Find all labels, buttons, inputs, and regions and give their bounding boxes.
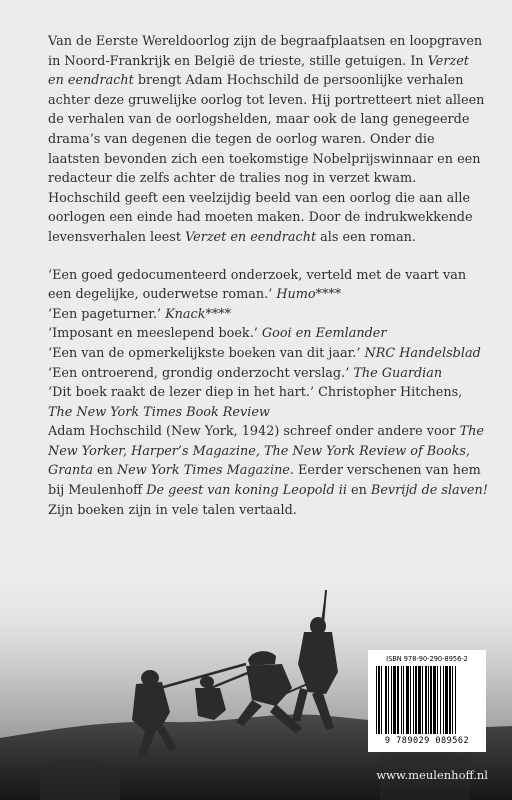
barcode-bar [406, 666, 409, 734]
barcode-bar [388, 666, 389, 734]
barcode-bar [403, 666, 404, 734]
publisher-website: www.meulenhoff.nl [376, 768, 488, 782]
review-quotes [48, 266, 488, 423]
review-quote: ‘Dit boek raakt de lezer diep in het hart.’ Christopher Hitchens, The New York Times Book Review [48, 385, 463, 420]
book-title: Verzet en eendracht [48, 53, 469, 89]
barcode-bar [437, 666, 438, 734]
review-quote: ‘Een van de opmerkelijkste boeken van dit jaar.’ NRC Handelsblad [48, 345, 481, 361]
barcode-bar [449, 666, 451, 734]
barcode-bar [455, 666, 456, 734]
barcode-bar [430, 666, 432, 734]
author-bio: Adam Hochschild (New York, 1942) schreef onder andere voor The New Yorker, Harper’s Magazine, The New York Review of Books, Granta en New York Times Magazine. Eerder verschenen van hem bij Meulenhoff De geest van koning Leopold ii en Bevrijd de slaven! Zijn boeken zijn in vele talen vertaald. [48, 424, 488, 518]
quote-source: NRC Handelsblad [364, 345, 481, 361]
barcode-bar [381, 666, 382, 734]
barcode-bar [401, 666, 402, 734]
barcode-bar [376, 666, 377, 734]
book-title: Verzet en eendracht [185, 229, 317, 245]
barcode-bar [422, 666, 423, 734]
quote-source: The Guardian [353, 365, 443, 381]
isbn-text: ISBN 978-90-290-8956-2 [386, 655, 468, 663]
barcode-bar [378, 666, 380, 734]
barcode-number: 9 789029 089562 [384, 736, 470, 746]
barcode-bar [385, 666, 387, 734]
barcode-bar [413, 666, 414, 734]
barcode-bar [452, 666, 453, 734]
review-quote: ‘Een goed gedocumenteerd onderzoek, verteld met de vaart van een degelijke, ouderwetse roman.’ Humo**** [48, 267, 467, 303]
barcode-bar [440, 666, 441, 734]
barcode-bar [425, 666, 427, 734]
barcode-bar [391, 666, 392, 734]
barcode-bar [410, 666, 411, 734]
cover-copy [48, 32, 488, 520]
barcode-bar [393, 666, 396, 734]
quote-source: Humo**** [276, 287, 342, 303]
barcode-bar [397, 666, 399, 734]
blurb-paragraph-1: Van de Eerste Wereldoorlog zijn de begraafplaatsen en loopgraven in Noord-Frankrijk en België de trieste, stille getuigen. In Verzet en eendracht brengt Adam Hochschild de persoonlijke verhalen achter deze gruwelijke oorlog tot leven. Hij portretteert niet alleen de verhalen van de oorlogshelden, maar ook de lang genegeerde drama’s van degenen die tegen de oorlog waren. Onder die laatsten bevonden zich een toekomstige Nobelprijswinnaar en een redacteur die zelfs achter de tralies nog in verzet kwam. [48, 34, 485, 187]
review-quote: ‘Een pageturner.’ Knack**** [48, 306, 232, 322]
barcode-bar [428, 666, 429, 734]
barcode-bar [445, 666, 448, 734]
barcode-bar [415, 666, 417, 734]
quote-source: The New York Times Book Review [48, 404, 270, 420]
review-quote: ‘Imposant en meeslepend boek.’ Gooi en Eemlander [48, 326, 387, 342]
review-quote: ‘Een ontroerend, grondig onderzocht verslag.’ The Guardian [48, 365, 443, 381]
barcode-bar [418, 666, 421, 734]
quote-source: Knack**** [165, 306, 232, 322]
quote-source: Gooi en Eemlander [261, 326, 387, 342]
barcode-bar [433, 666, 436, 734]
barcode-bar [443, 666, 444, 734]
blurb-paragraph-2: Hochschild geeft een veelzijdig beeld van een oorlog die aan alle oorlogen een einde had moeten maken. Door de indrukwekkende levensverhalen leest Verzet en eendracht als een roman. [48, 190, 473, 245]
barcode-label [368, 650, 486, 752]
barcode-bars [374, 666, 480, 736]
